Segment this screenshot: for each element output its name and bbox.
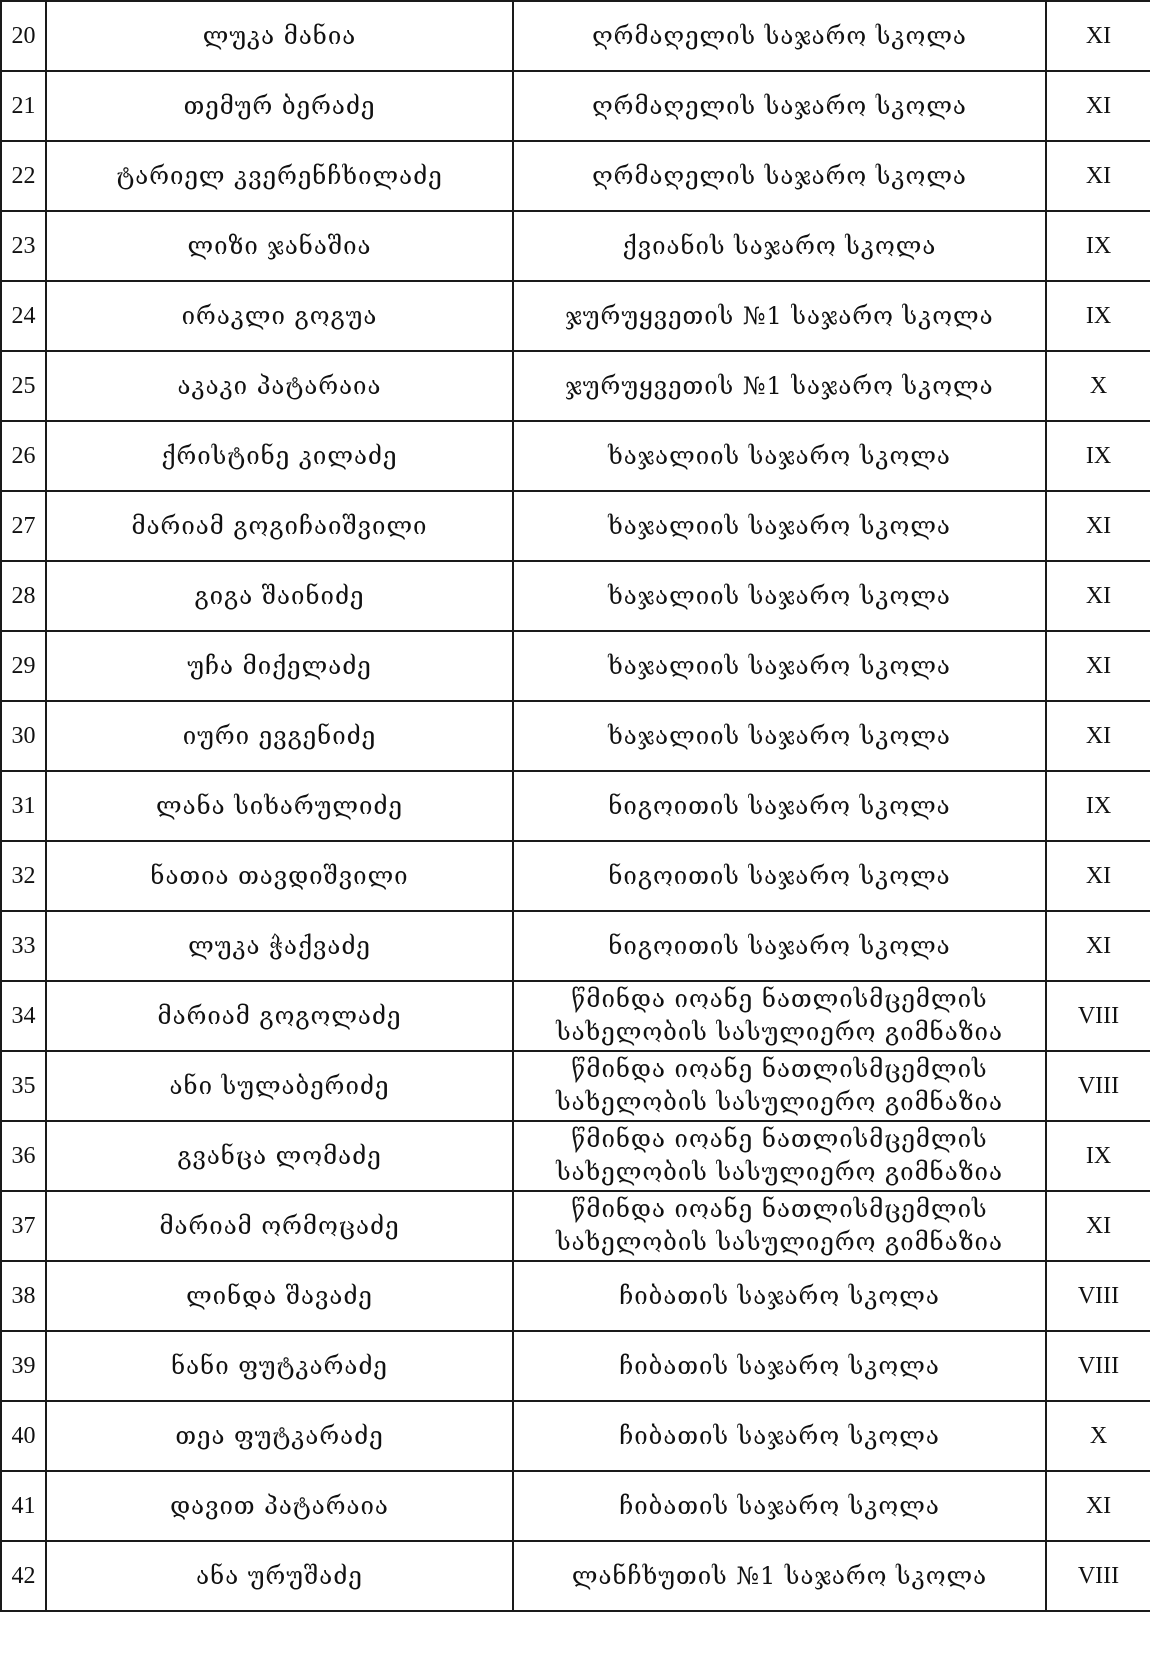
school-name: ჩიბათის საჯარო სკოლა	[513, 1401, 1046, 1471]
table-row	[1, 1401, 1150, 1471]
row-number: 40	[1, 1401, 46, 1471]
grade-level: XI	[1046, 141, 1150, 211]
row-number: 23	[1, 211, 46, 281]
school-name: ჯურუყვეთის №1 საჯარო სკოლა	[513, 281, 1046, 351]
student-name: ლინდა შავაძე	[46, 1261, 513, 1331]
row-number: 35	[1, 1051, 46, 1121]
school-name: ღრმაღელის საჯარო სკოლა	[513, 1, 1046, 71]
student-name: თეა ფუტკარაძე	[46, 1401, 513, 1471]
school-name: ჩიბათის საჯარო სკოლა	[513, 1331, 1046, 1401]
grade-level: IX	[1046, 1121, 1150, 1191]
student-name: ანი სულაბერიძე	[46, 1051, 513, 1121]
row-number: 31	[1, 771, 46, 841]
table-row	[1, 1, 1150, 71]
grade-level: VIII	[1046, 981, 1150, 1051]
student-name: მარიამ გოგიჩაიშვილი	[46, 491, 513, 561]
school-name: ნიგოითის საჯარო სკოლა	[513, 841, 1046, 911]
table-row	[1, 1471, 1150, 1541]
school-name-line-2: სახელობის სასულიერო გიმნაზია	[556, 1228, 1003, 1256]
student-name: თემურ ბერაძე	[46, 71, 513, 141]
row-number: 22	[1, 141, 46, 211]
school-name-line-2: სახელობის სასულიერო გიმნაზია	[556, 1088, 1003, 1116]
row-number: 25	[1, 351, 46, 421]
school-name-line-1: წმინდა იოანე ნათლისმცემლის	[571, 1055, 988, 1083]
row-number: 42	[1, 1541, 46, 1611]
row-number: 20	[1, 1, 46, 71]
table-row	[1, 771, 1150, 841]
student-name: დავით პატარაია	[46, 1471, 513, 1541]
school-name	[513, 1121, 1046, 1191]
row-number: 27	[1, 491, 46, 561]
row-number: 21	[1, 71, 46, 141]
row-number: 39	[1, 1331, 46, 1401]
table-row	[1, 281, 1150, 351]
table-row	[1, 1121, 1150, 1191]
row-number: 29	[1, 631, 46, 701]
row-number: 36	[1, 1121, 46, 1191]
row-number: 32	[1, 841, 46, 911]
table-row	[1, 1541, 1150, 1611]
grade-level: XI	[1046, 701, 1150, 771]
table-row	[1, 141, 1150, 211]
student-name: მარიამ ორმოცაძე	[46, 1191, 513, 1261]
school-name: ღრმაღელის საჯარო სკოლა	[513, 141, 1046, 211]
grade-level: IX	[1046, 211, 1150, 281]
row-number: 26	[1, 421, 46, 491]
grade-level: XI	[1046, 841, 1150, 911]
table-row	[1, 631, 1150, 701]
school-name: ლანჩხუთის №1 საჯარო სკოლა	[513, 1541, 1046, 1611]
grade-level: IX	[1046, 421, 1150, 491]
grade-level: X	[1046, 351, 1150, 421]
row-number: 41	[1, 1471, 46, 1541]
row-number: 34	[1, 981, 46, 1051]
row-number: 24	[1, 281, 46, 351]
grade-level: XI	[1046, 631, 1150, 701]
grade-level: XI	[1046, 71, 1150, 141]
school-name: ჩიბათის საჯარო სკოლა	[513, 1471, 1046, 1541]
school-name: ხაჯალიის საჯარო სკოლა	[513, 491, 1046, 561]
school-name: ნიგოითის საჯარო სკოლა	[513, 911, 1046, 981]
school-name	[513, 1051, 1046, 1121]
school-name: ღრმაღელის საჯარო სკოლა	[513, 71, 1046, 141]
school-name: ნიგოითის საჯარო სკოლა	[513, 771, 1046, 841]
table-row	[1, 1191, 1150, 1261]
table-row	[1, 351, 1150, 421]
student-name: ქრისტინე კილაძე	[46, 421, 513, 491]
student-name: იური ევგენიძე	[46, 701, 513, 771]
student-name: აკაკი პატარაია	[46, 351, 513, 421]
table-row	[1, 491, 1150, 561]
student-name: ლუკა ჭაქვაძე	[46, 911, 513, 981]
table-row	[1, 1261, 1150, 1331]
school-name: ხაჯალიის საჯარო სკოლა	[513, 631, 1046, 701]
grade-level: VIII	[1046, 1261, 1150, 1331]
grade-level: VIII	[1046, 1331, 1150, 1401]
grade-level: IX	[1046, 281, 1150, 351]
school-name: ქვიანის საჯარო სკოლა	[513, 211, 1046, 281]
student-name: ტარიელ კვერენჩხილაძე	[46, 141, 513, 211]
grade-level: XI	[1046, 491, 1150, 561]
table-row	[1, 71, 1150, 141]
table-row	[1, 211, 1150, 281]
student-name: ლუკა მანია	[46, 1, 513, 71]
table-row	[1, 421, 1150, 491]
table-row	[1, 701, 1150, 771]
school-name: ხაჯალიის საჯარო სკოლა	[513, 701, 1046, 771]
grade-level: XI	[1046, 911, 1150, 981]
school-name: ჯურუყვეთის №1 საჯარო სკოლა	[513, 351, 1046, 421]
table-row	[1, 1331, 1150, 1401]
row-number: 28	[1, 561, 46, 631]
row-number: 33	[1, 911, 46, 981]
student-name: გვანცა ლომაძე	[46, 1121, 513, 1191]
school-name-line-1: წმინდა იოანე ნათლისმცემლის	[571, 1195, 988, 1223]
student-name: ნანი ფუტკარაძე	[46, 1331, 513, 1401]
table-row	[1, 841, 1150, 911]
table-row	[1, 911, 1150, 981]
school-name-line-2: სახელობის სასულიერო გიმნაზია	[556, 1018, 1003, 1046]
student-name: მარიამ გოგოლაძე	[46, 981, 513, 1051]
grade-level: XI	[1046, 1, 1150, 71]
student-name: უჩა მიქელაძე	[46, 631, 513, 701]
row-number: 30	[1, 701, 46, 771]
school-name-line-2: სახელობის სასულიერო გიმნაზია	[556, 1158, 1003, 1186]
table-row	[1, 981, 1150, 1051]
school-name: ჩიბათის საჯარო სკოლა	[513, 1261, 1046, 1331]
school-name: ხაჯალიის საჯარო სკოლა	[513, 421, 1046, 491]
table-row	[1, 561, 1150, 631]
student-name: ნათია თავდიშვილი	[46, 841, 513, 911]
grade-level: XI	[1046, 1191, 1150, 1261]
row-number: 37	[1, 1191, 46, 1261]
grade-level: VIII	[1046, 1051, 1150, 1121]
school-name	[513, 981, 1046, 1051]
roster-body	[1, 1, 1150, 1611]
table-row	[1, 1051, 1150, 1121]
student-name: ლიზი ჯანაშია	[46, 211, 513, 281]
grade-level: XI	[1046, 561, 1150, 631]
school-name: ხაჯალიის საჯარო სკოლა	[513, 561, 1046, 631]
grade-level: VIII	[1046, 1541, 1150, 1611]
grade-level: X	[1046, 1401, 1150, 1471]
grade-level: XI	[1046, 1471, 1150, 1541]
student-name: გიგა შაინიძე	[46, 561, 513, 631]
student-name: ანა ურუშაძე	[46, 1541, 513, 1611]
school-name-line-1: წმინდა იოანე ნათლისმცემლის	[571, 985, 988, 1013]
student-name: ლანა სიხარულიძე	[46, 771, 513, 841]
student-name: ირაკლი გოგუა	[46, 281, 513, 351]
grade-level: IX	[1046, 771, 1150, 841]
row-number: 38	[1, 1261, 46, 1331]
school-name-line-1: წმინდა იოანე ნათლისმცემლის	[571, 1125, 988, 1153]
school-name	[513, 1191, 1046, 1261]
